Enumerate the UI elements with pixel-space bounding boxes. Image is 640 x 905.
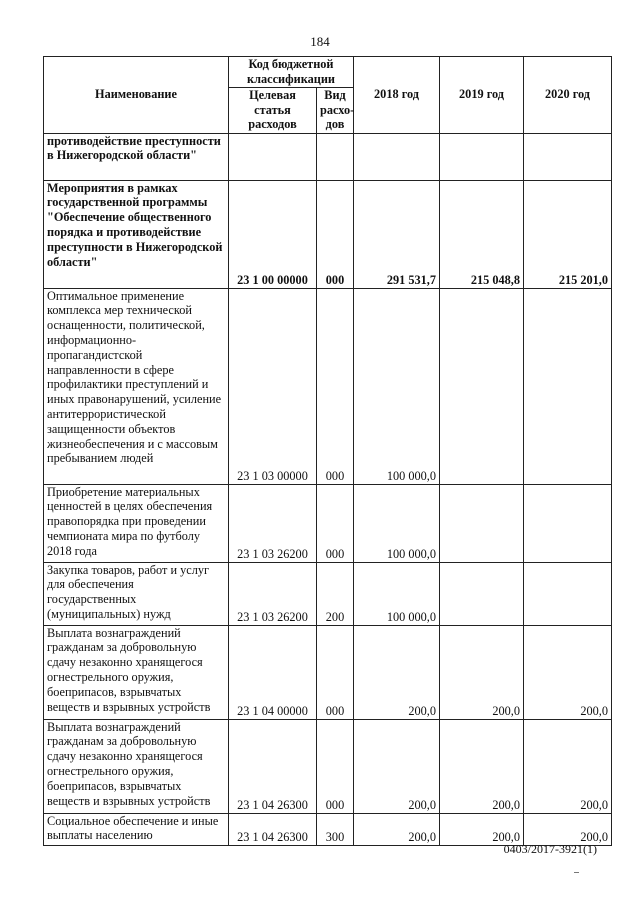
row-name: Выплата вознаграждений гражданам за добровольную сдачу незаконно хранящегося огнестрельного оружия, боеприпасов, взрывчатых веществ и взрывных устройств — [44, 625, 229, 719]
document-code: 0403/2017-3921(1) — [503, 842, 597, 856]
row-value-2018: 100 000,0 — [354, 562, 440, 625]
row-target-code: 23 1 03 00000 — [229, 288, 317, 484]
row-expense-type: 000 — [317, 180, 354, 288]
budget-table — [43, 56, 612, 846]
row-expense-type: 300 — [317, 813, 354, 845]
row-name: Социальное обеспечение и иные выплаты населению — [44, 813, 229, 845]
table-row — [44, 180, 612, 288]
row-value-2018: 200,0 — [354, 813, 440, 845]
row-target-code: 23 1 04 26300 — [229, 719, 317, 813]
row-target-code: 23 1 03 26200 — [229, 484, 317, 562]
row-value-2019 — [440, 288, 524, 484]
row-value-2018: 100 000,0 — [354, 484, 440, 562]
row-value-2020: 200,0 — [524, 813, 612, 845]
table-row — [44, 719, 612, 813]
row-name: Приобретение материальных ценностей в целях обеспечения правопорядка при проведении чемпионата мира по футболу 2018 года — [44, 484, 229, 562]
header-expense-type: Вид расхо-дов — [317, 87, 354, 133]
row-value-2019: 200,0 — [440, 625, 524, 719]
row-expense-type: 200 — [317, 562, 354, 625]
row-value-2018: 200,0 — [354, 625, 440, 719]
row-value-2019 — [440, 562, 524, 625]
row-target-code: 23 1 04 00000 — [229, 625, 317, 719]
row-target-code: 23 1 04 26300 — [229, 813, 317, 845]
table-row — [44, 133, 612, 180]
row-expense-type — [317, 133, 354, 180]
header-name: Наименование — [44, 57, 229, 134]
row-value-2018: 200,0 — [354, 719, 440, 813]
table-row — [44, 813, 612, 845]
table-row — [44, 625, 612, 719]
row-value-2019: 215 048,8 — [440, 180, 524, 288]
table-row — [44, 562, 612, 625]
row-value-2018: 100 000,0 — [354, 288, 440, 484]
row-value-2018 — [354, 133, 440, 180]
header-year-2019: 2019 год — [440, 57, 524, 134]
row-target-code: 23 1 03 26200 — [229, 562, 317, 625]
row-expense-type: 000 — [317, 719, 354, 813]
row-value-2020 — [524, 288, 612, 484]
row-value-2019: 200,0 — [440, 813, 524, 845]
table-row — [44, 288, 612, 484]
header-target-item: Целевая статья расходов — [229, 87, 317, 133]
row-value-2020: 200,0 — [524, 625, 612, 719]
row-value-2019: 200,0 — [440, 719, 524, 813]
row-target-code — [229, 133, 317, 180]
table-row — [44, 484, 612, 562]
row-value-2020 — [524, 562, 612, 625]
row-name: Оптимальное применение комплекса мер технической оснащенности, политической, информационно-пропагандистской направленности в сфере профилактики преступлений и иных правонарушений, усиление антитеррористической защищенности объектов жизнеобеспечения и с массовым пребыванием людей — [44, 288, 229, 484]
page-number: 184 — [310, 34, 330, 49]
header-year-2020: 2020 год — [524, 57, 612, 134]
row-name: Закупка товаров, работ и услуг для обеспечения государственных (муниципальных) нужд — [44, 562, 229, 625]
scan-mark — [574, 872, 579, 873]
row-expense-type: 000 — [317, 625, 354, 719]
row-name: Мероприятия в рамках государственной программы "Обеспечение общественного порядка и противодействие преступности в Нижегородской области" — [44, 180, 229, 288]
row-name: Выплата вознаграждений гражданам за добровольную сдачу незаконно хранящегося огнестрельного оружия, боеприпасов, взрывчатых веществ и взрывных устройств — [44, 719, 229, 813]
row-value-2020: 200,0 — [524, 719, 612, 813]
row-value-2019 — [440, 484, 524, 562]
row-expense-type: 000 — [317, 288, 354, 484]
row-value-2019 — [440, 133, 524, 180]
row-target-code: 23 1 00 00000 — [229, 180, 317, 288]
row-value-2020 — [524, 484, 612, 562]
header-year-2018: 2018 год — [354, 57, 440, 134]
row-value-2020 — [524, 133, 612, 180]
row-value-2018: 291 531,7 — [354, 180, 440, 288]
row-name: противодействие преступности в Нижегородской области" — [44, 133, 229, 180]
row-value-2020: 215 201,0 — [524, 180, 612, 288]
row-expense-type: 000 — [317, 484, 354, 562]
header-classification: Код бюджетной классификации — [229, 57, 354, 88]
